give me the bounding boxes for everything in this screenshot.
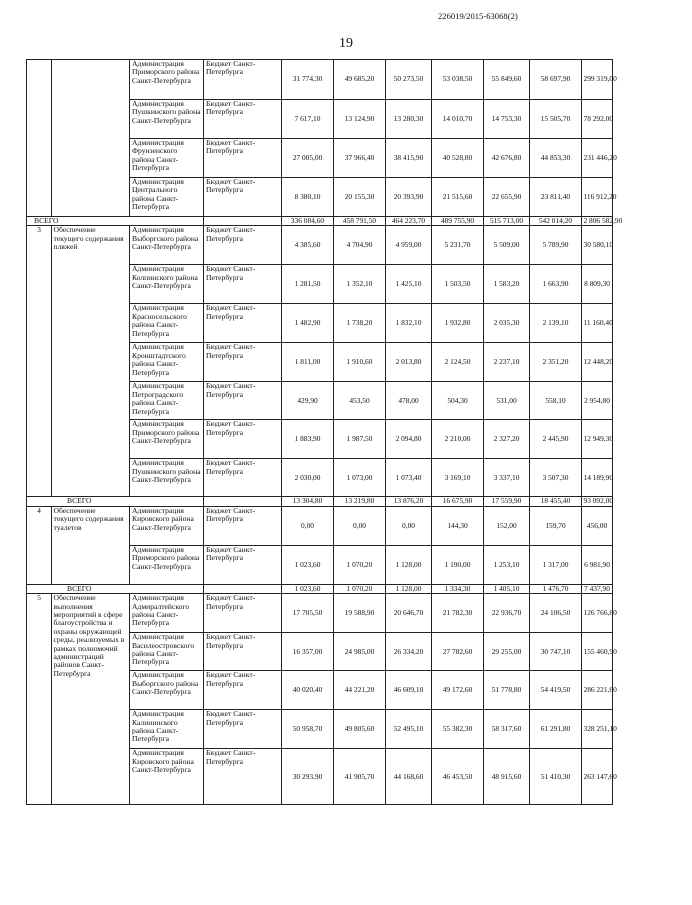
funding-source-cell: Бюджет Санкт-Петербурга [204,710,282,749]
organization-cell: Администрация Выборгского района Санкт-Петербурга [130,671,204,710]
total-amount-cell: 7 437,90 [582,584,613,593]
amount-cell: 7 617,10 [282,100,334,139]
total-label: ВСЕГО [27,584,204,593]
amount-cell: 19 588,90 [334,594,386,633]
organization-cell: Администрация Адмиралтейского района Санкт-Петербурга [130,594,204,633]
amount-cell: 3 507,30 [530,459,582,497]
organization-cell: Администрация Фрунзенского района Санкт-Петербурга [130,139,204,178]
budget-table-body [27,59,623,805]
amount-cell: 2 139,10 [530,304,582,343]
amount-cell: 159,70 [530,506,582,545]
funding-source-cell: Бюджет Санкт-Петербурга [204,633,282,671]
amount-cell: 1 070,20 [334,545,386,584]
section-number-cell: 5 [27,594,52,805]
amount-cell: 2 030,00 [282,459,334,497]
document-id: 226019/2015-63068(2) [438,11,518,21]
total-amount-cell: 1 405,10 [484,584,530,593]
organization-cell: Администрация Колпинского района Санкт-Петербурга [130,265,204,304]
total-amount-cell: 489 755,90 [432,217,484,226]
amount-cell: 1 128,00 [386,545,432,584]
amount-cell: 1 023,60 [282,545,334,584]
amount-cell: 50 273,50 [386,60,432,100]
amount-cell: 52 495,10 [386,710,432,749]
amount-cell: 2 237,10 [484,343,530,382]
total-amount-cell: 93 092,00 [583,496,614,506]
total-amount-cell: 13 219,80 [334,497,386,506]
amount-cell: 40 020,40 [282,671,334,710]
total-amount-cell: 1 476,70 [530,584,582,593]
amount-cell: 50 958,70 [282,710,334,749]
section-name-cell: Обеспечение текущего содержания туалетов [52,506,130,584]
amount-cell: 22 936,70 [484,594,530,633]
table-row [27,594,613,633]
section-name-cell: Обеспечение выполнения мероприятий в сфере благоустройства и охраны окружающей среды, реализуемых в рамках полномочий администраций районов Санкт-Петербурга [52,594,130,805]
amount-cell: 51 410,30 [530,749,582,805]
amount-cell: 429,90 [282,382,334,420]
amount-cell: 22 655,90 [484,178,530,217]
organization-cell: Администрация Василеостровского района Санкт-Петербурга [130,633,204,671]
amount-cell: 37 966,40 [334,139,386,178]
amount-cell: 1 811,00 [282,343,334,382]
amount-cell: 1 832,10 [386,304,432,343]
organization-cell: Администрация Пушкинского района Санкт-Петербурга [130,100,204,139]
total-amount-cell: 515 713,00 [484,217,530,226]
amount-cell: 58 697,90 [530,60,582,100]
amount-cell: 29 255,00 [484,633,530,671]
amount-cell: 16 357,00 [282,633,334,671]
amount-cell: 8 809,30 [582,265,613,304]
amount-cell: 1 883,90 [282,420,334,459]
amount-cell: 231 446,20 [582,139,613,178]
amount-cell: 58 317,60 [484,710,530,749]
funding-source-cell: Бюджет Санкт-Петербурга [204,178,282,217]
total-amount-cell: 458 791,50 [334,217,386,226]
amount-cell: 2 094,80 [386,420,432,459]
amount-cell: 14 753,30 [484,100,530,139]
amount-cell: 30 747,10 [530,633,582,671]
amount-cell: 4 385,60 [282,226,334,265]
amount-cell: 49 172,60 [432,671,484,710]
amount-cell: 44 221,20 [334,671,386,710]
amount-cell: 26 334,20 [386,633,432,671]
section-number-cell: 4 [27,506,52,584]
amount-cell: 0,00 [334,506,386,545]
amount-cell: 21 782,30 [432,594,484,633]
amount-cell: 54 419,50 [530,671,582,710]
amount-cell: 126 766,60 [582,594,613,633]
amount-cell: 31 774,30 [282,60,334,100]
amount-cell: 20 646,70 [386,594,432,633]
amount-cell: 30 580,10 [582,226,613,265]
amount-cell: 17 705,50 [282,594,334,633]
amount-cell: 2 035,30 [484,304,530,343]
section-name-cell: Обеспечение текущего содержания пляжей [52,226,130,497]
organization-cell: Администрация Калининского района Санкт-Петербурга [130,710,204,749]
amount-cell: 51 778,80 [484,671,530,710]
amount-cell: 2 013,80 [386,343,432,382]
total-row [27,217,613,226]
amount-cell: 1 583,20 [484,265,530,304]
amount-cell: 24 106,50 [530,594,582,633]
amount-cell: 453,50 [334,382,386,420]
amount-cell: 3 337,10 [484,459,530,497]
amount-cell: 2 124,50 [432,343,484,382]
amount-cell: 14 189,90 [582,459,613,497]
total-amount-cell: 464 223,70 [386,217,432,226]
table-row [27,60,613,100]
amount-cell: 1 281,50 [282,265,334,304]
organization-cell: Администрация Кронштадтского района Санкт-Петербурга [130,343,204,382]
amount-cell: 53 038,50 [432,60,484,100]
funding-source-cell: Бюджет Санкт-Петербурга [204,671,282,710]
amount-cell: 27 005,00 [282,139,334,178]
organization-cell: Администрация Центрального района Санкт-Петербурга [130,178,204,217]
amount-cell: 55 382,30 [432,710,484,749]
funding-source-cell: Бюджет Санкт-Петербурга [204,304,282,343]
amount-cell: 48 915,60 [484,749,530,805]
total-amount-cell: 13 876,20 [386,497,432,506]
total-row [27,584,613,593]
amount-cell: 8 380,10 [282,178,334,217]
total-amount-cell: 18 455,40 [530,497,582,506]
amount-cell: 1 910,60 [334,343,386,382]
amount-cell: 4 959,00 [386,226,432,265]
organization-cell: Администрация Приморского района Санкт-Петербурга [130,545,204,584]
section-name-cell [52,60,130,217]
amount-cell: 44 168,60 [386,749,432,805]
amount-cell: 12 448,20 [582,343,613,382]
amount-cell: 1 482,90 [282,304,334,343]
amount-cell: 1 503,50 [432,265,484,304]
funding-source-cell: Бюджет Санкт-Петербурга [204,343,282,382]
amount-cell: 504,30 [432,382,484,420]
amount-cell: 3 169,10 [432,459,484,497]
amount-cell: 2 210,00 [432,420,484,459]
total-amount-cell: 1 334,30 [432,584,484,593]
amount-cell: 5 509,00 [484,226,530,265]
amount-cell: 78 292,00 [582,100,613,139]
amount-cell: 4 704,90 [334,226,386,265]
amount-cell: 13 124,90 [334,100,386,139]
amount-cell: 61 291,80 [530,710,582,749]
organization-cell: Администрация Выборгского района Санкт-Петербурга [130,226,204,265]
amount-cell: 1 317,00 [530,545,582,584]
amount-cell: 2 351,20 [530,343,582,382]
budget-table [26,59,623,805]
total-amount-cell: 16 675,90 [432,497,484,506]
amount-cell: 1 073,40 [386,459,432,497]
amount-cell: 23 811,40 [530,178,582,217]
funding-source-cell: Бюджет Санкт-Петербурга [204,382,282,420]
total-amount-cell: 542 014,20 [530,217,582,226]
amount-cell: 1 663,90 [530,265,582,304]
organization-cell: Администрация Приморского района Санкт-Петербурга [130,420,204,459]
amount-cell: 1 073,00 [334,459,386,497]
amount-cell: 531,00 [484,382,530,420]
amount-cell: 263 147,60 [582,749,613,805]
total-label: ВСЕГО [27,497,204,506]
total-amount-cell: 17 559,90 [484,497,530,506]
funding-source-cell: Бюджет Санкт-Петербурга [204,226,282,265]
amount-cell: 27 782,60 [432,633,484,671]
amount-cell: 14 010,70 [432,100,484,139]
amount-cell: 49 805,60 [334,710,386,749]
amount-cell: 299 319,00 [582,60,613,100]
funding-source-cell: Бюджет Санкт-Петербурга [204,60,282,100]
total-amount-cell: 336 084,60 [282,217,334,226]
amount-cell: 1 987,50 [334,420,386,459]
amount-cell: 46 453,50 [432,749,484,805]
amount-cell: 478,00 [386,382,432,420]
amount-cell: 1 425,10 [386,265,432,304]
amount-cell: 13 280,30 [386,100,432,139]
amount-cell: 1 932,80 [432,304,484,343]
amount-cell: 116 912,20 [582,178,613,217]
amount-cell: 2 445,90 [530,420,582,459]
amount-cell: 456,00 [582,506,613,545]
amount-cell: 152,00 [484,506,530,545]
amount-cell: 42 676,80 [484,139,530,178]
funding-source-cell: Бюджет Санкт-Петербурга [204,594,282,633]
amount-cell: 144,30 [432,506,484,545]
amount-cell: 1 253,10 [484,545,530,584]
blank-cell [204,497,282,506]
amount-cell: 12 949,30 [582,420,613,459]
table-row [27,226,613,265]
total-amount-cell: 1 023,60 [282,584,334,593]
organization-cell: Администрация Пушкинского района Санкт-Петербурга [130,459,204,497]
amount-cell: 20 393,90 [386,178,432,217]
total-amount-cell: 13 304,80 [282,497,334,506]
amount-cell: 286 221,60 [582,671,613,710]
funding-source-cell: Бюджет Санкт-Петербурга [204,100,282,139]
amount-cell: 0,00 [282,506,334,545]
amount-cell: 30 293,90 [282,749,334,805]
amount-cell: 38 415,90 [386,139,432,178]
amount-cell: 55 849,60 [484,60,530,100]
organization-cell: Администрация Петроградского района Санкт-Петербурга [130,382,204,420]
amount-cell: 1 352,10 [334,265,386,304]
amount-cell: 5 231,70 [432,226,484,265]
funding-source-cell: Бюджет Санкт-Петербурга [204,506,282,545]
funding-source-cell: Бюджет Санкт-Петербурга [204,459,282,497]
amount-cell: 21 515,60 [432,178,484,217]
organization-cell: Администрация Кировского района Санкт-Петербурга [130,506,204,545]
amount-cell: 46 609,10 [386,671,432,710]
amount-cell: 49 685,20 [334,60,386,100]
amount-cell: 6 981,90 [582,545,613,584]
amount-cell: 11 160,40 [582,304,613,343]
amount-cell: 41 905,70 [334,749,386,805]
total-row [27,497,613,506]
amount-cell: 40 528,80 [432,139,484,178]
amount-cell: 15 505,70 [530,100,582,139]
funding-source-cell: Бюджет Санкт-Петербурга [204,139,282,178]
amount-cell: 155 460,90 [582,633,613,671]
amount-cell: 0,00 [386,506,432,545]
total-label: ВСЕГО [27,217,204,226]
funding-source-cell: Бюджет Санкт-Петербурга [204,420,282,459]
amount-cell: 24 985,00 [334,633,386,671]
amount-cell: 1 738,20 [334,304,386,343]
amount-cell: 328 251,10 [582,710,613,749]
table-row [27,506,613,545]
amount-cell: 1 190,00 [432,545,484,584]
funding-source-cell: Бюджет Санкт-Петербурга [204,265,282,304]
page-number: 19 [339,36,353,51]
total-amount-cell: 2 806 582,90 [583,216,623,225]
organization-cell: Администрация Приморского района Санкт-Петербурга [130,60,204,100]
total-amount-cell: 1 070,20 [334,584,386,593]
funding-source-cell: Бюджет Санкт-Петербурга [204,545,282,584]
organization-cell: Администрация Красносельского района Санкт-Петербурга [130,304,204,343]
section-number-cell [27,60,52,217]
section-number-cell: 3 [27,226,52,497]
total-amount-cell: 1 128,00 [386,584,432,593]
amount-cell: 5 789,90 [530,226,582,265]
amount-cell: 20 155,30 [334,178,386,217]
amount-cell: 44 853,30 [530,139,582,178]
amount-cell: 558,10 [530,382,582,420]
amount-cell: 2 327,20 [484,420,530,459]
funding-source-cell: Бюджет Санкт-Петербурга [204,749,282,805]
amount-cell: 2 954,80 [582,382,613,420]
organization-cell: Администрация Кировского района Санкт-Петербурга [130,749,204,805]
